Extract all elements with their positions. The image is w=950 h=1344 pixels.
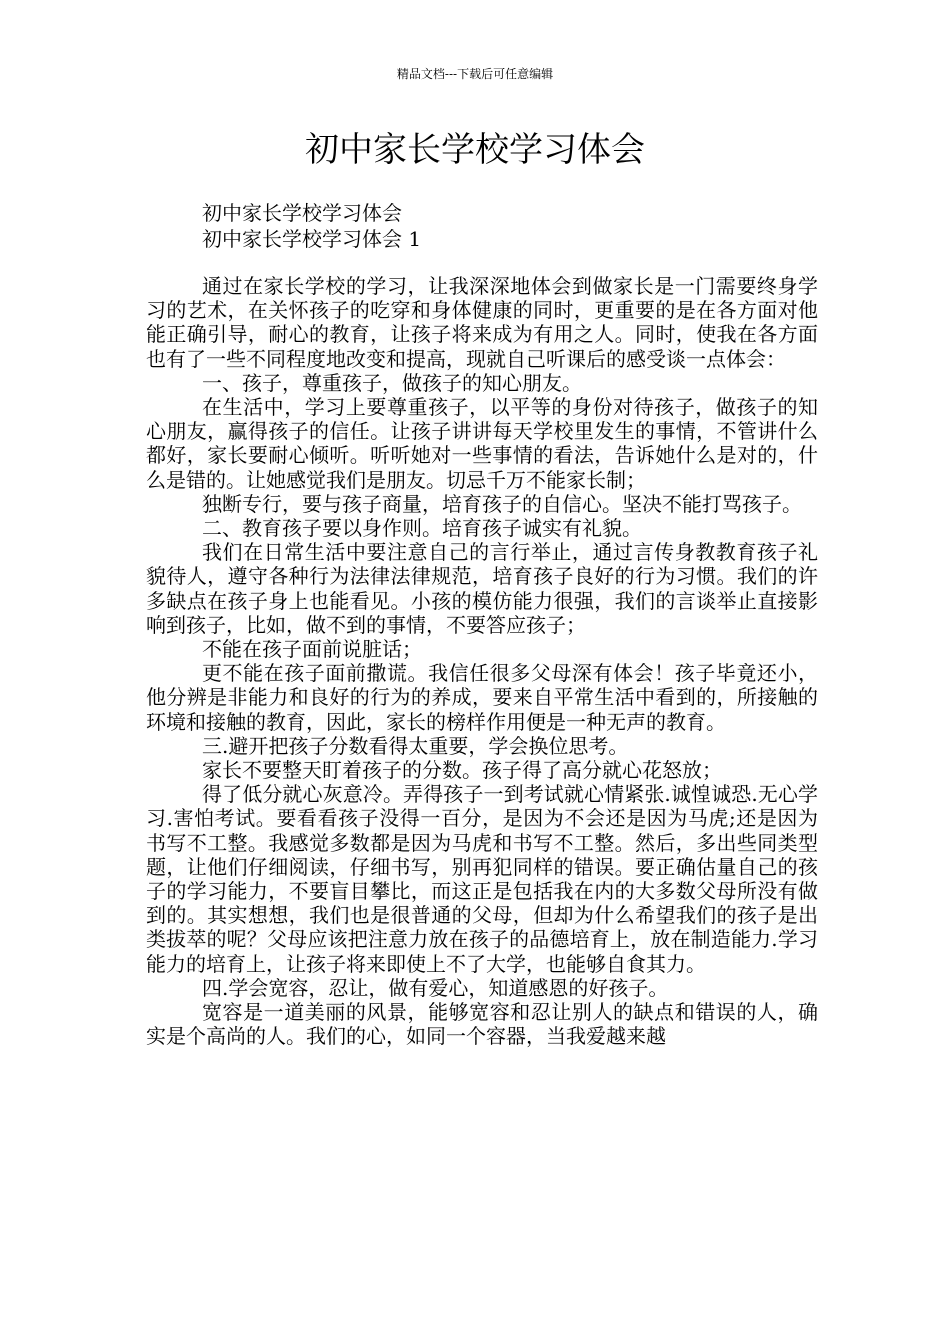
paragraph: 得了低分就心灰意冷。弄得孩子一到考试就心情紧张.诚惶诚恐.无心学习.害怕考试。要看看孩子没得一百分，是因为不会还是因为马虎;还是因为书写不工整。我感觉多数都是因为马虎和书写不工整。然后，多出些同类型题，让他们仔细阅读，仔细书写，别再犯同样的错误。要正确估量自己的孩子的学习能力，不要盲目攀比，而这正是包括我在内的大多数父母所没有做到的。其实想想，我们也是很普通的父母，但却为什么希望我们的孩子是出类拔萃的呢？父母应该把注意力放在孩子的品德培育上，放在制造能力.学习能力的培育上，让孩子将来即使上不了大学，也能够自食其力。: [146, 782, 818, 976]
header-note: 精品文档---下载后可任意编辑: [396, 67, 554, 81]
paragraph: 不能在孩子面前说脏话；: [202, 637, 422, 662]
paragraph: 独断专行，要与孩子商量，培育孩子的自信心。坚决不能打骂孩子。: [202, 491, 802, 516]
document-title: 初中家长学校学习体会: [305, 130, 645, 170]
section-heading: 二、教育孩子要以身作则。培育孩子诚实有礼貌。: [202, 516, 642, 541]
section-heading: 三.避开把孩子分数看得太重要，学会换位思考。: [202, 733, 629, 758]
paragraph: 宽容是一道美丽的风景，能够宽容和忍让别人的缺点和错误的人，确实是个高尚的人。我们的心，如同一个容器，当我爱越来越: [146, 1000, 818, 1049]
subtitle-line: 初中家长学校学习体会 1: [202, 227, 422, 251]
section-heading: 一、孩子，尊重孩子，做孩子的知心朋友。: [202, 370, 582, 395]
paragraph: 更不能在孩子面前撒谎。我信任很多父母深有体会！孩子毕竟还小，他分辨是非能力和良好的行为的养成，要来自平常生活中看到的，所接触的环境和接触的教育，因此，家长的榜样作用便是一种无声的教育。: [146, 661, 818, 734]
paragraph: 通过在家长学校的学习，让我深深地体会到做家长是一门需要终身学习的艺术，在关怀孩子的吃穿和身体健康的同时，更重要的是在各方面对他能正确引导，耐心的教育，让孩子将来成为有用之人。同时，使我在各方面也有了一些不同程度地改变和提高，现就自己听课后的感受谈一点体会：: [146, 274, 818, 371]
section-heading: 四.学会宽容，忍让，做有爱心，知道感恩的好孩子。: [202, 975, 669, 1000]
paragraph: 我们在日常生活中要注意自己的言行举止，通过言传身教教育孩子礼貌待人，遵守各种行为法律法律规范，培育孩子良好的行为习惯。我们的许多缺点在孩子身上也能看见。小孩的模仿能力很强，我们的言谈举止直接影响到孩子，比如，做不到的事情，不要答应孩子；: [146, 540, 818, 637]
document-body: [146, 274, 818, 1049]
subtitle-line: 初中家长学校学习体会: [202, 201, 402, 225]
paragraph: 家长不要整天盯着孩子的分数。孩子得了高分就心花怒放；: [202, 758, 722, 783]
paragraph: 在生活中，学习上要尊重孩子，以平等的身份对待孩子，做孩子的知心朋友，赢得孩子的信任。让孩子讲讲每天学校里发生的事情，不管讲什么都好，家长要耐心倾听。听听她对一些事情的看法，告诉她什么是对的，什么是错的。让她感觉我们是朋友。切忌千万不能家长制；: [146, 395, 818, 492]
